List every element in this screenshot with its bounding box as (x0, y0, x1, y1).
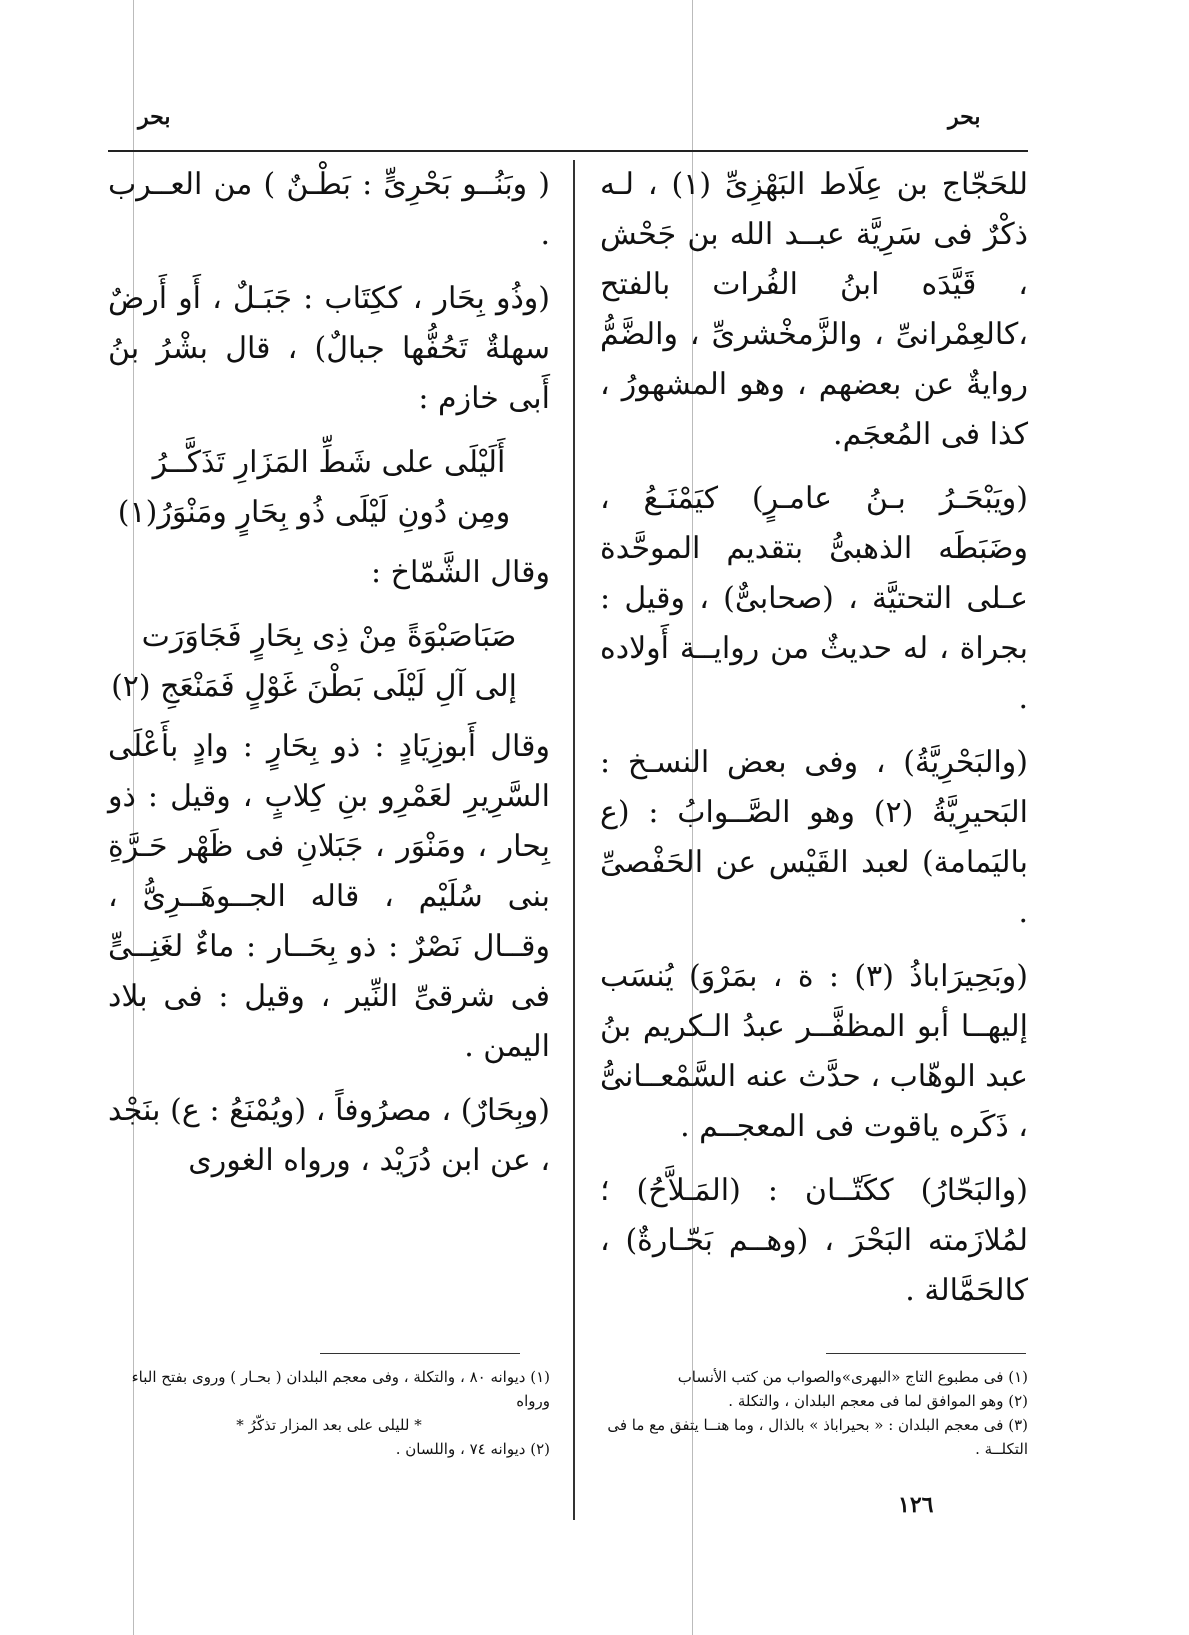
paragraph: (والبَحّارُ) ككَتّــان : (المَـلاَّحُ) ؛ لمُلازَمته البَحْرَ ، (وهــم بَحّـارةٌ) ، كالحَمَّالة . (600, 1173, 1028, 1308)
verse (108, 612, 550, 712)
running-head-left: بحر (138, 104, 171, 130)
paragraph: وقال أَبوزِيَادٍ : ذو بِحَارٍ : وادٍ بأَعْلَى السَّرِيرِ لعَمْرِو بنِ كِلابٍ ، وقيل : ذو بِحار ، ومَنْوَر ، جَبَلانِ فى ظَهْر حَـرَّةِ بنى سُلَيْم ، قاله الجــوهَــرِىُّ ، وقــال نَصْرٌ : ذو بِحَــار : ماءٌ لغَنِــىٍّ فى شرقىِّ النِّير ، وقيل : فى بلاد اليمن . (108, 729, 550, 1064)
verse-intro: وقال الشَّمّاخ : (370, 555, 550, 590)
paragraph: (والبَحْرِيَّةُ) ، وفى بعض النسـخ : البَحيرِيَّةُ (٢) وهو الصَّــوابُ : (ع باليَمامة) لعبد القَيْس عن الحَفْصىِّ . (600, 745, 1028, 930)
footnote: (٢) ديوانه ٧٤ ، واللسان . (395, 1440, 550, 1458)
footnote-rule (826, 1353, 1026, 1354)
footnotes-left (108, 1365, 550, 1461)
header-rule (108, 150, 1028, 152)
paragraph: للحَجّاج بن عِلَاط البَهْزِىِّ (١) ، لـه ذكْرٌ فى سَرِيَّة عبــد الله بن جَحْش ، قَيَّدَه ابنُ الفُرات بالفتح ،كالعِمْرانىِّ ، والزَّمخْشرىِّ ، والضَّمُّ روايةٌ عن بعضهم ، وهو المشهورُ ، كذا فى المُعجَم. (600, 167, 1028, 452)
page-number: ١٢٦ (898, 1492, 934, 1518)
left-column (108, 160, 550, 1200)
footnotes-right (600, 1365, 1028, 1461)
column-divider (573, 160, 575, 1520)
paragraph: (وبَحِيرَاباذُ (٣) : ة ، بمَرْوَ) يُنسَب إليهــا أبو المظفَّــر عبدُ الـكريم بنُ عبد الوهّاب ، حدَّث عنه السَّمْعــانىُّ ، ذَكَره ياقوت فى المعجــم . (600, 959, 1029, 1144)
paragraph: (وذُو بِحَار ، ككِتَاب : جَبَـلٌ ، أَو أَرضٌ سهلةٌ تَحُفُّها جبالٌ) ، قال بشْرُ بنُ أَبى خازم : (108, 281, 550, 416)
footnote-rule (320, 1353, 520, 1354)
verse-hemistich: أَلَيْلَى على شَطِّ المَزَارِ تَذَكَّــرُ (152, 445, 506, 480)
running-head-right: بحر (948, 104, 981, 130)
paragraph: (ويَبْحَـرُ بـنُ عامـرٍ) كيَمْنَـعُ ، وضَبَطَه الذهبىُّ بتقديم الموحَّدة عـلى التحتيَّة ، (صحابىٌّ) ، وقيل : بجراة ، له حديثٌ من روايــة أَولاده . (600, 481, 1028, 716)
footnote: (٣) فى معجم البلدان : « بحيراباذ » بالذال ، وما هنــا يتفق مع ما فى التكلــة . (607, 1416, 1028, 1458)
verse (108, 438, 550, 538)
footnote: (٢) وهو الموافق لما فى معجم البلدان ، والتكلة . (728, 1392, 1028, 1410)
verse-hemistich: ومِن دُونِ لَيْلَى ذُو بِحَارٍ ومَنْوَرُ(١) (117, 495, 511, 530)
footnote: (١) ديوانه ٨٠ ، والتكلة ، وفى معجم البلدان ( بحـار ) وروى بفتح الباء ورواه (131, 1368, 550, 1410)
footnote-verse: * لليلى على بعد المزار تذكّرُ * (236, 1416, 422, 1434)
paragraph: ( وبَنُــو بَحْرِىٍّ : بَطْـنٌ ) من العــرب . (108, 167, 550, 252)
paragraph: (وبِحَارٌ) ، مصرُوفاً ، (ويُمْنَعُ : ع) بنَجْد ، عن ابن دُرَيْد ، ورواه الغورى (108, 1093, 550, 1178)
verse-hemistich: إلى آلِ لَيْلَى بَطْنَ غَوْلٍ فَمَنْعَجِ (٢) (111, 669, 517, 704)
footnote: (١) فى مطبوع التاج «البهرى»والصواب من كتب الأنساب (677, 1368, 1028, 1386)
right-column (600, 160, 1028, 1330)
verse-hemistich: صَبَاصَبْوَةً مِنْ ذِى بِحَارٍ فَجَاوَرَت (141, 619, 517, 654)
